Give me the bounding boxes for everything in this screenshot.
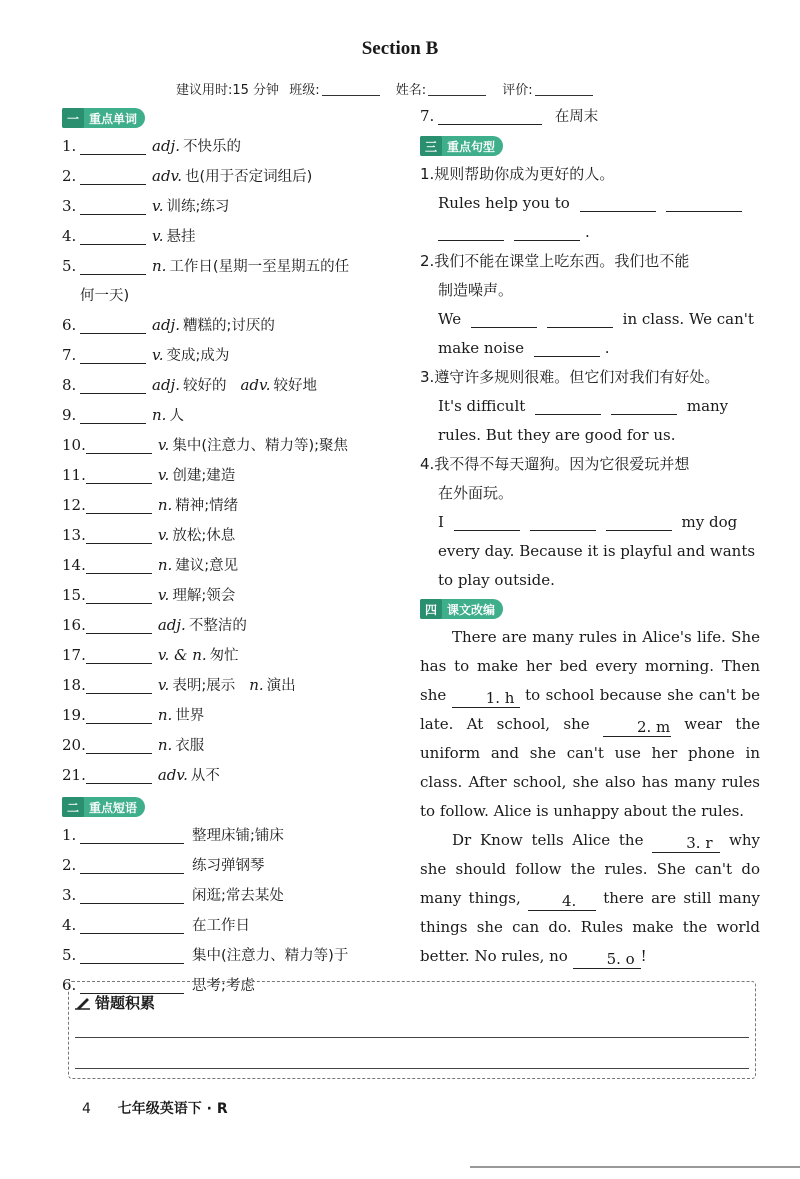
part-of-speech: v. <box>157 436 170 454</box>
phrase-definition: 整理床铺;铺床 <box>192 828 284 844</box>
item-number: 16. <box>62 616 86 634</box>
passage-blank-3[interactable]: 3. r <box>652 834 720 853</box>
rating-field[interactable] <box>535 83 593 96</box>
part-of-speech: v. & n. <box>157 646 207 664</box>
part-of-speech: adv. <box>240 376 271 394</box>
answer-blank[interactable] <box>514 224 580 241</box>
part-of-speech: adj. <box>152 137 180 155</box>
phrase-item <box>62 821 402 851</box>
word-definition: 建议;意见 <box>175 558 239 574</box>
answer-blank[interactable] <box>80 168 146 185</box>
phrase-definition: 集中(注意力、精力等)于 <box>192 948 349 964</box>
phrase-item <box>62 851 402 881</box>
item-number: 2. <box>62 856 77 874</box>
word-item <box>62 521 402 551</box>
item-number: 3. <box>62 197 77 215</box>
sentence-chinese: 在外面玩。 <box>438 484 514 502</box>
word-item <box>62 431 402 461</box>
item-number: 3. <box>62 886 77 904</box>
sentence-english <box>420 392 760 421</box>
answer-blank[interactable] <box>80 887 184 904</box>
section-number: 一 <box>62 108 84 128</box>
answer-blank[interactable] <box>80 258 146 275</box>
answer-blank[interactable] <box>86 587 152 604</box>
section-tag-words <box>62 108 145 128</box>
sentence-chinese: 1.规则帮助你成为更好的人。 <box>420 165 615 183</box>
word-definition: 变成;成为 <box>166 348 230 364</box>
sentence-text: It's difficult <box>438 397 526 415</box>
right-column <box>420 102 760 971</box>
word-definition: 集中(注意力、精力等);聚焦 <box>172 438 349 454</box>
word-definition: 放松;休息 <box>172 528 236 544</box>
section-tag-sentences <box>420 136 503 156</box>
passage-text: There are many rules in Alice's life. She has to make her bed every morning. Then she <box>420 628 760 704</box>
item-number: 1. <box>62 137 77 155</box>
item-number: 5. <box>62 257 77 275</box>
item-number: 13. <box>62 526 86 544</box>
time-label: 建议用时:15 分钟 <box>176 83 280 98</box>
section-number: 二 <box>62 797 84 817</box>
answer-blank[interactable] <box>86 677 152 694</box>
section-tag-phrases <box>62 797 145 817</box>
error-accumulation-box <box>68 981 756 1079</box>
answer-blank[interactable] <box>530 514 596 531</box>
sentence-english <box>420 305 760 334</box>
writing-line[interactable] <box>75 1037 749 1038</box>
writing-line[interactable] <box>75 1068 749 1069</box>
error-box-header <box>75 992 155 1013</box>
sentence-english: to play outside. <box>438 571 555 589</box>
passage-text: Dr Know tells Alice the <box>452 831 653 849</box>
answer-blank[interactable] <box>438 108 542 125</box>
sentence-english <box>420 508 760 537</box>
answer-blank[interactable] <box>606 514 672 531</box>
passage-paragraph-1 <box>420 623 760 826</box>
item-number: 2. <box>62 167 77 185</box>
passage-blank-2[interactable]: 2. m <box>603 718 671 737</box>
sentence-text: . <box>585 223 590 241</box>
word-item <box>62 581 402 611</box>
word-definition: 工作日(星期一至星期五的任 <box>169 259 350 275</box>
part-of-speech: adj. <box>157 616 186 634</box>
item-number: 19. <box>62 706 86 724</box>
passage-blank-5[interactable]: 5. o <box>573 950 641 969</box>
passage-text: why she should follow the rules. She can't do many things, <box>420 831 760 907</box>
answer-blank[interactable] <box>547 311 613 328</box>
item-number: 9. <box>62 406 77 424</box>
page-footer <box>82 1098 228 1118</box>
section-title: 重点单词 <box>89 111 138 126</box>
sentence-1 <box>420 160 760 247</box>
rating-label: 评价: <box>502 83 533 98</box>
part-of-speech: adj. <box>152 376 180 394</box>
answer-blank[interactable] <box>86 467 152 484</box>
sentence-2 <box>420 247 760 363</box>
word-item <box>62 222 402 252</box>
section-tag-passage <box>420 599 503 619</box>
part-of-speech: adv. <box>152 167 183 185</box>
part-of-speech: v. <box>157 586 170 604</box>
word-item <box>62 491 402 521</box>
item-number: 4. <box>62 227 77 245</box>
sentence-english <box>420 218 760 247</box>
word-definition: 较好的 <box>182 378 227 394</box>
part-of-speech: adv. <box>157 766 188 784</box>
book-title: 七年级英语下 · R <box>117 1101 228 1117</box>
word-item <box>62 192 402 222</box>
name-field[interactable] <box>428 83 486 96</box>
answer-blank[interactable] <box>454 514 520 531</box>
answer-blank[interactable] <box>580 195 656 212</box>
meta-row <box>176 79 605 98</box>
sentence-chinese: 3.遵守许多规则很难。但它们对我们有好处。 <box>420 368 720 386</box>
sentence-text: many <box>686 397 729 415</box>
answer-blank[interactable] <box>86 527 152 544</box>
word-item <box>62 671 402 701</box>
word-definition: 糟糕的;讨厌的 <box>182 318 275 334</box>
answer-blank[interactable] <box>80 347 146 364</box>
sentence-chinese: 2.我们不能在课堂上吃东西。我们也不能 <box>420 252 690 270</box>
word-item <box>62 341 402 371</box>
word-definition: 表明;展示 <box>172 678 236 694</box>
word-definition: 不快乐的 <box>182 139 241 155</box>
item-number: 10. <box>62 436 86 454</box>
word-definition: 训练;练习 <box>166 199 230 215</box>
class-field[interactable] <box>322 83 380 96</box>
part-of-speech: v. <box>152 227 164 245</box>
word-item <box>62 401 402 431</box>
word-definition: 理解;领会 <box>172 588 236 604</box>
sentence-chinese: 制造噪声。 <box>438 281 514 299</box>
word-definition: 世界 <box>175 708 205 724</box>
word-item <box>62 761 402 791</box>
answer-blank[interactable] <box>80 377 146 394</box>
word-definition: 演出 <box>266 678 296 694</box>
item-number: 14. <box>62 556 86 574</box>
item-number: 4. <box>62 916 77 934</box>
item-number: 6. <box>62 316 77 334</box>
answer-blank[interactable] <box>80 407 146 424</box>
word-definition: 匆忙 <box>209 648 239 664</box>
sentence-text: in class. We can't <box>622 310 754 328</box>
sentence-english: every day. Because it is playful and wants <box>438 542 756 560</box>
sentence-text: We <box>438 310 462 328</box>
passage <box>420 623 760 971</box>
passage-blank-1[interactable]: 1. h <box>452 689 520 708</box>
sentence-text: I <box>438 513 444 531</box>
part-of-speech: n. <box>157 706 173 724</box>
answer-blank[interactable] <box>80 827 184 844</box>
sentence-text: my dog <box>681 513 738 531</box>
answer-blank[interactable] <box>86 707 152 724</box>
part-of-speech: n. <box>152 257 167 275</box>
answer-blank[interactable] <box>80 228 146 245</box>
word-definition: 从不 <box>190 768 220 784</box>
answer-blank[interactable] <box>438 224 504 241</box>
phrase-definition: 在周末 <box>554 109 599 125</box>
passage-text: there are still many things she can do. Rules make the world better. No rules, no <box>420 889 760 965</box>
item-number: 6. <box>62 976 77 994</box>
word-definition: 人 <box>169 408 184 424</box>
item-number: 11. <box>62 466 86 484</box>
item-number: 21. <box>62 766 86 784</box>
part-of-speech: v. <box>157 526 170 544</box>
answer-blank[interactable] <box>80 317 146 334</box>
word-definition: 悬挂 <box>166 229 196 245</box>
passage-text: ! <box>640 947 647 965</box>
part-of-speech: n. <box>157 736 173 754</box>
answer-blank[interactable] <box>471 311 537 328</box>
sentence-text: . <box>604 339 610 357</box>
item-number: 7. <box>420 107 435 125</box>
sentence-3 <box>420 363 760 450</box>
part-of-speech: v. <box>152 197 164 215</box>
answer-blank[interactable] <box>86 737 152 754</box>
sentence-text: Rules help you to <box>438 194 570 212</box>
word-definition: 不整洁的 <box>188 618 247 634</box>
sentence-text: make noise <box>438 339 524 357</box>
phrase-definition: 在工作日 <box>192 918 250 934</box>
word-item <box>62 311 402 341</box>
page-number: 4 <box>82 1101 91 1117</box>
name-label: 姓名: <box>395 83 427 98</box>
item-number: 7. <box>62 346 77 364</box>
phrase-item-7 <box>420 102 760 132</box>
part-of-speech: v. <box>157 466 170 484</box>
class-label: 班级: <box>289 83 320 98</box>
answer-blank[interactable] <box>611 398 677 415</box>
part-of-speech: n. <box>157 496 173 514</box>
answer-blank[interactable] <box>666 195 742 212</box>
passage-paragraph-2 <box>420 826 760 971</box>
answer-blank[interactable] <box>80 857 184 874</box>
word-definition: 创建;建造 <box>172 468 236 484</box>
page-title: Section B <box>361 38 439 59</box>
answer-blank[interactable] <box>80 138 146 155</box>
sentence-chinese: 4.我不得不每天遛狗。因为它很爱玩并想 <box>420 455 690 473</box>
part-of-speech: v. <box>157 676 170 694</box>
word-item <box>62 132 402 162</box>
sentence-english: rules. But they are good for us. <box>438 426 676 444</box>
word-definition-continued: 何一天) <box>80 288 130 304</box>
answer-blank[interactable] <box>86 617 152 634</box>
item-number: 15. <box>62 586 86 604</box>
word-item <box>62 162 402 192</box>
word-item <box>62 461 402 491</box>
section-title: 重点短语 <box>89 800 138 815</box>
word-item <box>62 551 402 581</box>
answer-blank[interactable] <box>86 497 152 514</box>
section-title: 重点句型 <box>447 139 496 154</box>
part-of-speech: v. <box>152 346 164 364</box>
part-of-speech: n. <box>152 406 167 424</box>
part-of-speech: adj. <box>152 316 180 334</box>
item-number: 5. <box>62 946 77 964</box>
left-column <box>62 106 402 1001</box>
passage-text: wear the uniform and she can't use her phone in class. After school, she also has many rules to follow. Alice is unhappy about the rules. <box>420 715 760 820</box>
item-number: 1. <box>62 826 77 844</box>
item-number: 12. <box>62 496 86 514</box>
word-item <box>62 641 402 671</box>
sentence-4 <box>420 450 760 595</box>
answer-blank[interactable] <box>80 917 184 934</box>
section-title: 课文改编 <box>447 602 496 617</box>
word-item <box>62 611 402 641</box>
word-list <box>62 132 402 791</box>
answer-blank[interactable] <box>86 647 152 664</box>
phrase-item <box>62 941 402 971</box>
section-number: 三 <box>420 136 442 156</box>
item-number: 17. <box>62 646 86 664</box>
word-item <box>62 252 402 282</box>
sentence-english <box>420 189 760 218</box>
word-definition: 衣服 <box>175 738 205 754</box>
phrase-item <box>62 881 402 911</box>
section-number: 四 <box>420 599 442 619</box>
word-definition: 精神;情绪 <box>175 498 239 514</box>
phrase-definition: 思考;考虑 <box>192 978 255 994</box>
phrase-definition: 练习弹钢琴 <box>192 858 265 874</box>
passage-blank-4[interactable]: 4. <box>528 892 596 911</box>
phrase-definition: 闲逛;常去某处 <box>192 888 284 904</box>
item-number: 20. <box>62 736 86 754</box>
answer-blank[interactable] <box>80 198 146 215</box>
word-item <box>62 731 402 761</box>
pen-icon <box>75 996 91 1010</box>
answer-blank[interactable] <box>86 557 152 574</box>
word-definition: 较好地 <box>273 378 317 394</box>
item-number: 18. <box>62 676 86 694</box>
word-item <box>62 701 402 731</box>
answer-blank[interactable] <box>80 947 184 964</box>
phrase-list <box>62 821 402 1001</box>
answer-blank[interactable] <box>86 767 152 784</box>
word-definition: 也(用于否定词组后) <box>185 169 313 185</box>
phrase-item <box>62 911 402 941</box>
answer-blank[interactable] <box>535 398 601 415</box>
error-box-title: 错题积累 <box>95 994 156 1012</box>
item-number: 8. <box>62 376 77 394</box>
part-of-speech: n. <box>157 556 173 574</box>
answer-blank[interactable] <box>86 437 152 454</box>
answer-blank[interactable] <box>534 340 600 357</box>
sentence-english <box>420 334 760 363</box>
word-item <box>62 371 402 401</box>
passage-text: to school because she can't be late. At school, she <box>420 686 760 733</box>
part-of-speech: n. <box>249 676 264 694</box>
bottom-rule <box>470 1166 800 1168</box>
